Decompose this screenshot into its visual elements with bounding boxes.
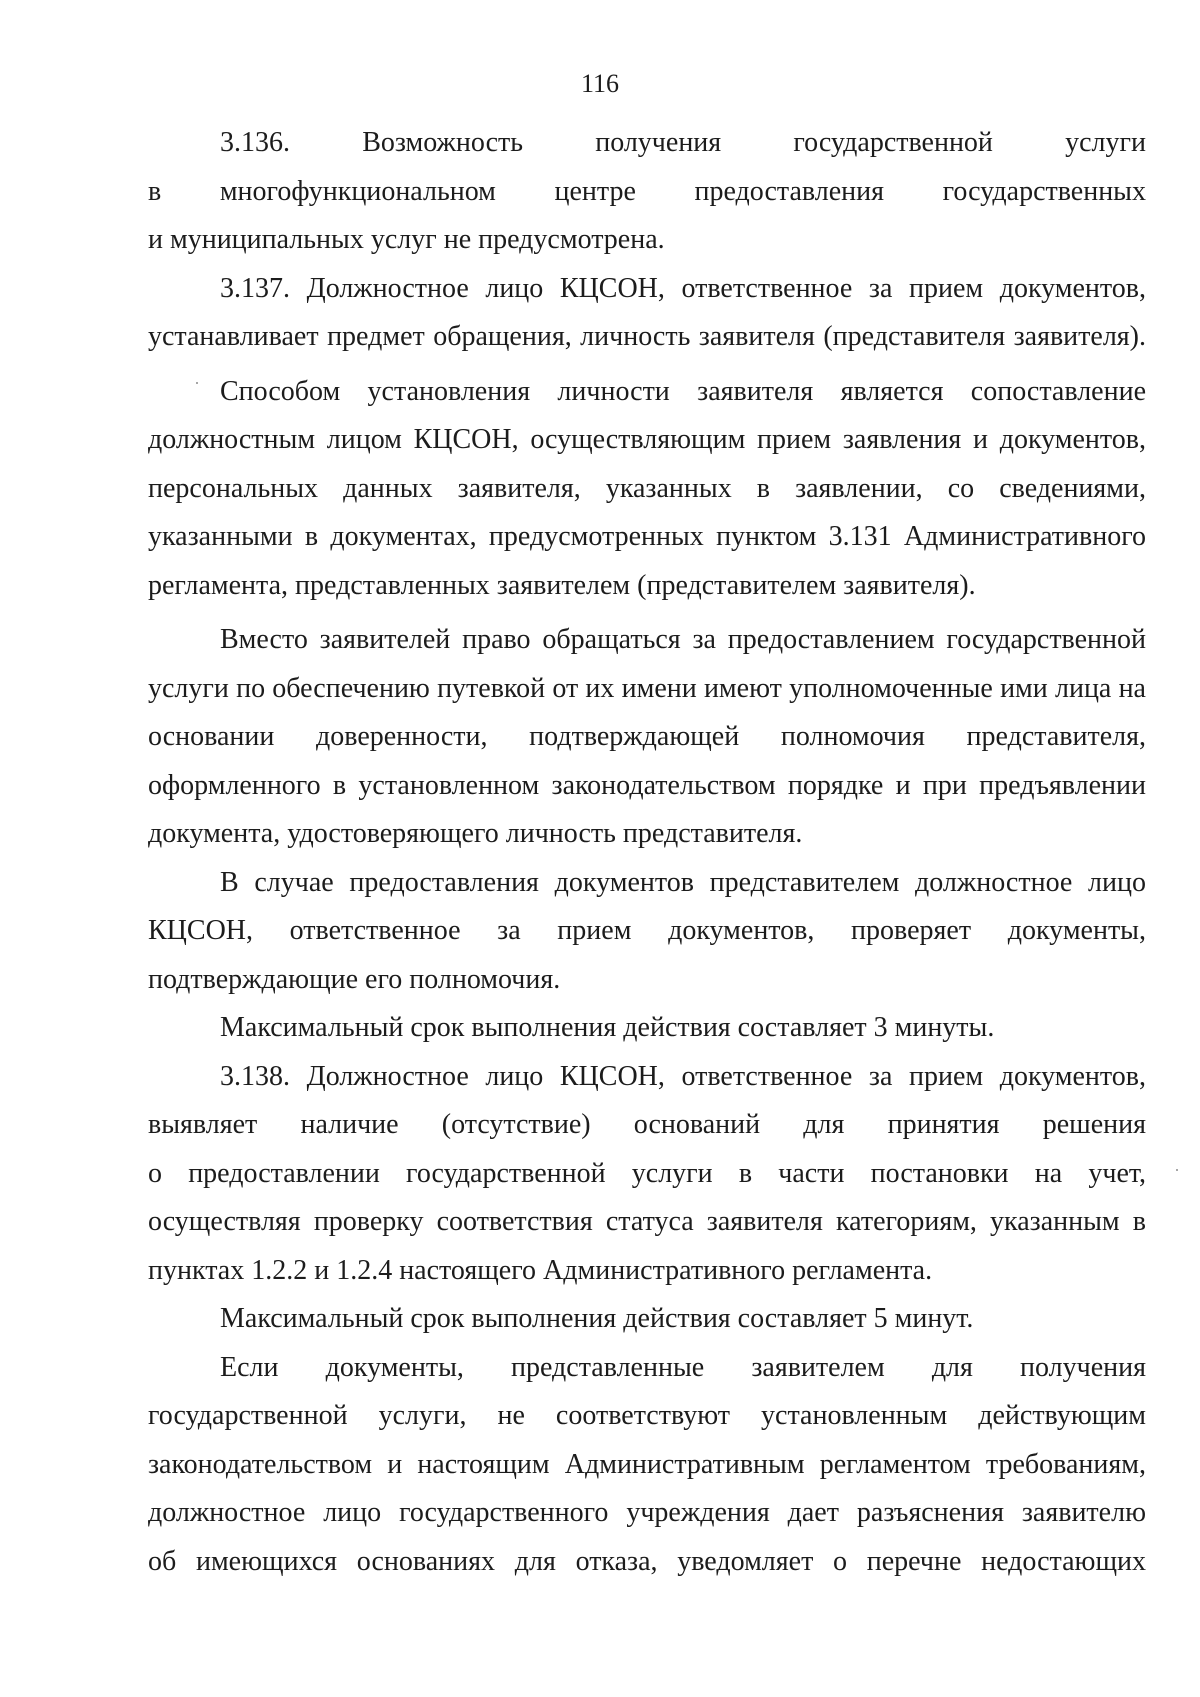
- text-line: в многофункциональном центре предоставления государственных: [148, 175, 1146, 207]
- paragraph-max-time-5: [148, 1295, 1146, 1344]
- text-line: персональных данных заявителя, указанных в заявлении, со сведениями,: [148, 472, 1146, 504]
- text-line: КЦСОН, ответственное за прием документов, проверяет документы,: [148, 915, 1146, 946]
- text-line: об имеющихся основаниях для отказа, уведомляет о перечне недостающих: [148, 1545, 1146, 1577]
- paragraph-refusal: [148, 1344, 1146, 1587]
- text-line: Максимальный срок выполнения действия составляет 3 минуты.: [220, 1012, 995, 1043]
- text-line: услуги по обеспечению путевкой от их имени имеют уполномоченные ими лица на: [148, 672, 1146, 704]
- text-line: пунктах 1.2.2 и 1.2.4 настоящего Административного регламента.: [148, 1254, 933, 1286]
- text-line: осуществляя проверку соответствия статуса заявителя категориям, указанным в: [148, 1206, 1146, 1237]
- text-line: 3.137. Должностное лицо КЦСОН, ответственное за прием документов,: [220, 272, 1146, 304]
- text-line: 3.136. Возможность получения государственной услуги: [220, 127, 1146, 158]
- scan-speck: [1176, 1169, 1178, 1171]
- text-line: государственной услуги, не соответствуют установленным действующим: [148, 1400, 1146, 1431]
- text-line: Если документы, представленные заявителем для получения: [220, 1351, 1146, 1383]
- text-line: выявляет наличие (отсутствие) оснований для принятия решения: [148, 1109, 1146, 1140]
- text-line: 3.138. Должностное лицо КЦСОН, ответственное за прием документов,: [220, 1060, 1146, 1092]
- text-line: о предоставлении государственной услуги в части постановки на учет,: [148, 1157, 1146, 1189]
- text-line: должностное лицо государственного учреждения дает разъяснения заявителю: [148, 1497, 1146, 1528]
- paragraph-identity-verification: [148, 368, 1146, 611]
- text-line: оформленного в установленном законодательством порядке и при предъявлении: [148, 769, 1146, 801]
- paragraph-3-137: [148, 265, 1146, 362]
- paragraph-check-authority: [148, 859, 1146, 1005]
- scan-speck: [196, 382, 198, 384]
- page-number: 116: [580, 69, 620, 98]
- text-line: Способом установления личности заявителя является сопоставление: [220, 375, 1146, 407]
- text-line: и муниципальных услуг не предусмотрена.: [148, 224, 665, 255]
- paragraph-max-time-3: [148, 1004, 1146, 1053]
- text-line: В случае предоставления документов представителем должностное лицо: [220, 866, 1146, 898]
- paragraph-3-138: [148, 1053, 1146, 1296]
- document-body: [148, 119, 1146, 1586]
- text-line: Максимальный срок выполнения действия составляет 5 минут.: [220, 1303, 974, 1334]
- text-line: регламента, представленных заявителем (представителем заявителя).: [148, 569, 976, 601]
- paragraph-3-136: [148, 119, 1146, 265]
- text-line: должностным лицом КЦСОН, осуществляющим прием заявления и документов,: [148, 424, 1146, 455]
- text-line: законодательством и настоящим Административным регламентом требованиям,: [148, 1448, 1146, 1480]
- paragraph-representatives: [148, 616, 1146, 859]
- text-line: устанавливает предмет обращения, личность заявителя (представителя заявителя).: [148, 321, 1146, 352]
- text-line: подтверждающие его полномочия.: [148, 963, 561, 995]
- text-line: указанными в документах, предусмотренных пунктом 3.131 Административного: [148, 521, 1146, 552]
- text-line: основании доверенности, подтверждающей полномочия представителя,: [148, 721, 1146, 752]
- text-line: Вместо заявителей право обращаться за предоставлением государственной: [220, 624, 1146, 655]
- text-line: документа, удостоверяющего личность представителя.: [148, 818, 803, 849]
